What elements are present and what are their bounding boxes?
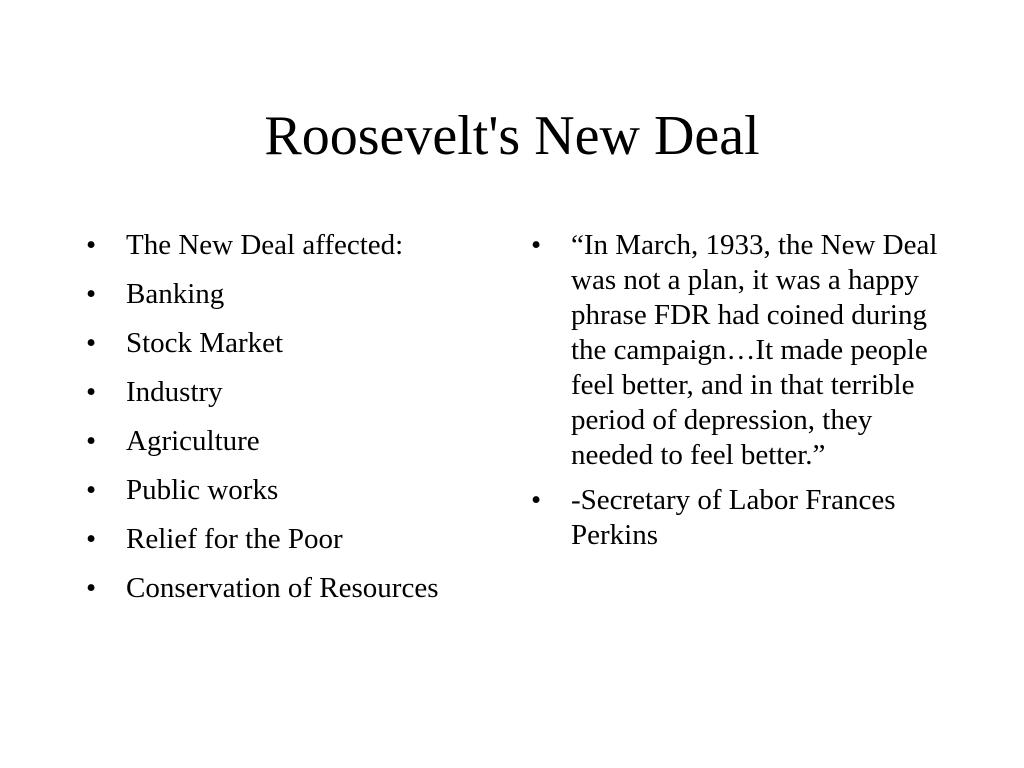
list-item <box>86 375 506 410</box>
quote-item <box>531 228 951 473</box>
list-item <box>86 228 506 263</box>
bullet-icon: • <box>86 474 97 506</box>
bullet-icon: • <box>86 278 97 310</box>
bullet-icon: • <box>86 376 97 408</box>
list-item <box>86 277 506 312</box>
list-item-text: Agriculture <box>126 425 260 457</box>
bullet-icon: • <box>86 327 97 359</box>
bullet-icon: • <box>86 229 97 261</box>
list-item-text: Conservation of Resources <box>126 572 439 604</box>
list-item-text: Banking <box>126 278 225 310</box>
list-item-text: Public works <box>126 474 279 506</box>
list-item <box>86 571 506 606</box>
list-item <box>86 326 506 361</box>
list-item <box>86 473 506 508</box>
list-item-text: Industry <box>126 376 223 408</box>
quote-text: “In March, 1933, the New Deal was not a plan, it was a happy phrase FDR had coined during the campaign…It made people feel better, and in that terrible period of depression, they needed to feel better.” <box>571 229 938 471</box>
left-bullet-list <box>86 228 506 620</box>
slide-title: Roosevelt's New Deal <box>264 105 760 167</box>
attribution-text: -Secretary of Labor Frances Perkins <box>571 484 896 551</box>
list-item-text: Stock Market <box>126 327 284 359</box>
list-item <box>86 424 506 459</box>
bullet-icon: • <box>531 484 542 516</box>
list-item <box>86 522 506 557</box>
right-bullet-list <box>531 228 951 563</box>
attribution-item <box>531 483 951 553</box>
bullet-icon: • <box>86 425 97 457</box>
list-item-text: The New Deal affected: <box>126 229 404 261</box>
bullet-icon: • <box>86 572 97 604</box>
bullet-icon: • <box>86 523 97 555</box>
list-item-text: Relief for the Poor <box>126 523 343 555</box>
bullet-icon: • <box>531 229 542 261</box>
